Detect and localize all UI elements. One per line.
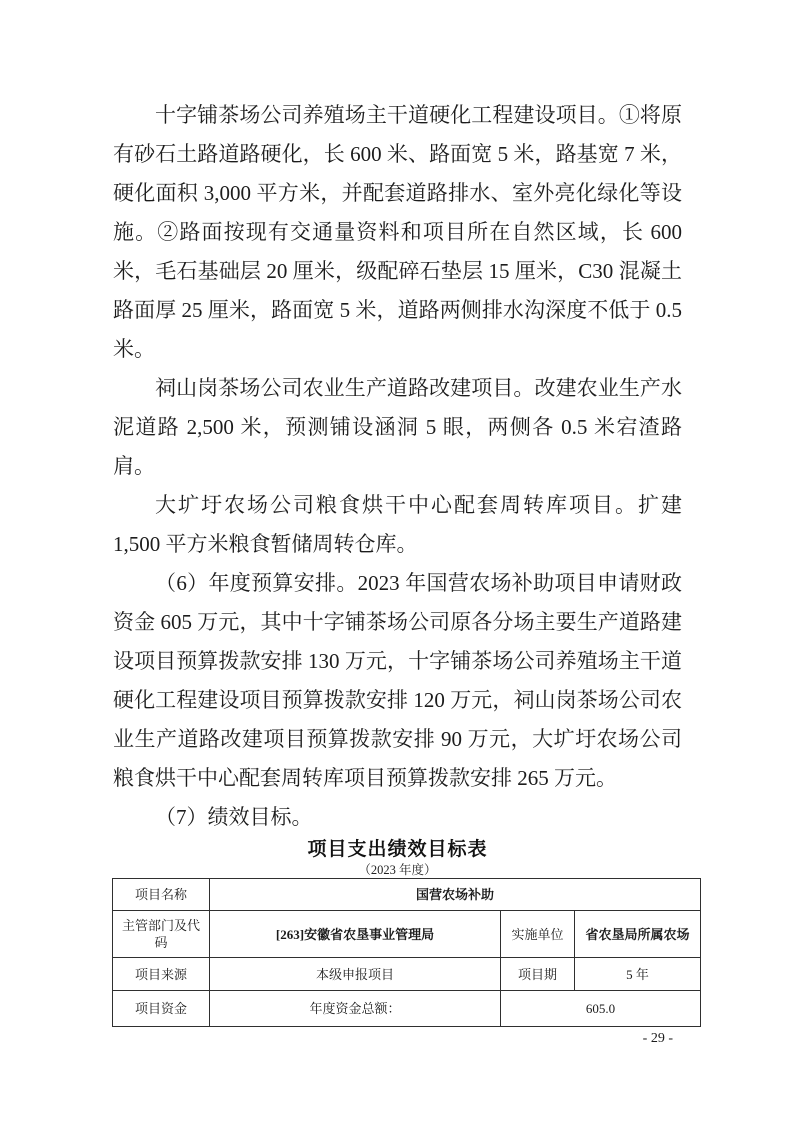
project-name-label: 项目名称 xyxy=(113,879,210,911)
performance-goal-table xyxy=(112,878,701,1027)
annual-total-label: 年度资金总额： xyxy=(210,991,501,1027)
table-row-department xyxy=(113,911,701,958)
department-value: [263]安徽省农垦事业管理局 xyxy=(210,911,501,958)
table-title: 项目支出绩效目标表 xyxy=(307,839,488,860)
paragraph-annual-budget: （6）年度预算安排。2023 年国营农场补助项目申请财政资金 605 万元，其中十字铺茶场公司原各分场主要生产道路建设项目预算拨款安排 130 万元，十字铺茶场公司养殖场主干道硬化工程建设项目预算拨款安排 120 万元，祠山岗茶场公司农业生产道路改建项目预算拨款安排 90 万元，大圹圩农场公司粮食烘干中心配套周转库项目预算拨款安排 265 万元。 xyxy=(113,571,682,790)
project-period-value: 5 年 xyxy=(575,958,701,991)
annual-total-value: 605.0 xyxy=(501,991,701,1027)
page-number: - 29 - xyxy=(642,1031,673,1046)
paragraph-performance-goal: （7）绩效目标。 xyxy=(155,805,313,829)
paragraph-grain-warehouse-project: 大圹圩农场公司粮食烘干中心配套周转库项目。扩建 1,500 平方米粮食暂储周转仓库。 xyxy=(113,493,682,556)
implementing-unit-label: 实施单位 xyxy=(501,911,575,958)
table-subtitle: （2023 年度） xyxy=(358,863,437,877)
paragraph-road-rebuild-project: 祠山岗茶场公司农业生产道路改建项目。改建农业生产水泥道路 2,500 米，预测铺设涵洞 5 眼，两侧各 0.5 米宕渣路肩。 xyxy=(113,376,682,478)
table-row-project-source xyxy=(113,958,701,991)
project-funds-label: 项目资金 xyxy=(113,991,210,1027)
project-period-label: 项目期 xyxy=(501,958,575,991)
table-row-project-name xyxy=(113,879,701,911)
project-source-label: 项目来源 xyxy=(113,958,210,991)
department-label: 主管部门及代码 xyxy=(113,911,210,958)
project-name-value: 国营农场补助 xyxy=(210,879,701,911)
paragraph-hardening-project: 十字铺茶场公司养殖场主干道硬化工程建设项目。①将原有砂石土路道路硬化，长 600 米、路面宽 5 米，路基宽 7 米，硬化面积 3,000 平方米，并配套道路排水、室外亮化绿化等设施。②路面按现有交通量资料和项目所在自然区域，长 600 米，毛石基础层 20 厘米，级配碎石垫层 15 厘米，C30 混凝土路面厚 25 厘米，路面宽 5 米，道路两侧排水沟深度不低于 0.5 米。 xyxy=(113,103,682,361)
implementing-unit-value: 省农垦局所属农场 xyxy=(575,911,701,958)
project-source-value: 本级申报项目 xyxy=(210,958,501,991)
table-row-project-funds xyxy=(113,991,701,1027)
